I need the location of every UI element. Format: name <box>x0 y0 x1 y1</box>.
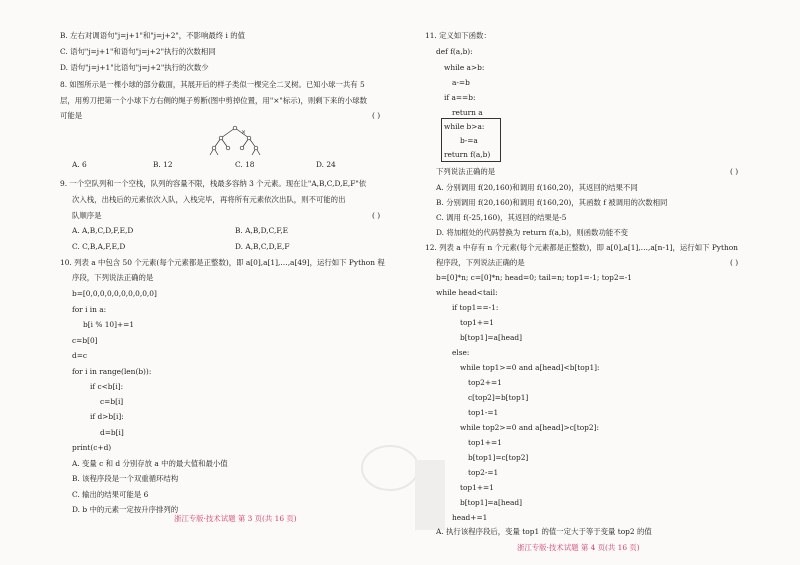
q8-answer-paren: ( ) <box>372 111 381 120</box>
q12-code-line: while head<tail: <box>436 288 498 297</box>
q12-code-line: top2-=1 <box>468 468 499 477</box>
q10-code-line: b=[0,0,0,0,0,0,0,0,0,0] <box>72 289 157 298</box>
q9-option-d: D. A,B,C,D,E,F <box>235 242 290 251</box>
page-footer-left: 浙江专版·技术试题 第 3 页(共 16 页) <box>174 514 297 523</box>
q11-option-c: C. 调用 f(-25,160)，其返回的结果是-5 <box>436 213 567 222</box>
q10-code-line: c=b[0] <box>72 336 98 345</box>
q8-option-c: C. 18 <box>235 160 255 169</box>
q11-stem: 11. 定义如下函数： <box>425 31 491 40</box>
q8-stem-2: 层，用剪刀把第一个小球下方右侧的绳子剪断(图中剪掉位置，用"×"标示)，则剩下来的小球数 <box>60 96 367 105</box>
q12-code-line: top2+=1 <box>468 378 502 387</box>
q7-option-d: D. 语句"j=j+1"比语句"j=j+2"执行的次数少 <box>60 63 209 72</box>
q10-code-line: d=c <box>72 351 88 360</box>
q12-stem-2: 程序段，下列说法正确的是 <box>436 258 525 267</box>
q11-option-d: D. 将加框处的代码替换为 return f(a,b)，则函数功能不变 <box>436 228 629 237</box>
q11-option-a: A. 分别调用 f(20,160)和调用 f(160,20)，其返回的结果不同 <box>436 183 638 192</box>
q10-stem-2: 序段，下列说法正确的是 <box>72 273 154 282</box>
q12-stem-1: 12. 列表 a 中存有 n 个元素(每个元素都是正整数)，即 a[0],a[1],…,a[n-1]，运行如下 Python <box>425 243 738 252</box>
q9-answer-paren: ( ) <box>372 211 381 220</box>
q12-code-line: b[top1]=a[head] <box>460 333 522 342</box>
q10-option-d: D. b 中的元素一定按升序排列的 <box>72 505 179 514</box>
q12-code-line: b[top1]=c[top2] <box>468 453 529 462</box>
q12-code-line: b[top1]=a[head] <box>460 498 522 507</box>
q12-code-line: while top1>=0 and a[head]<b[top1]: <box>460 363 600 372</box>
q11-code-line: while b>a: <box>444 122 485 131</box>
q11-code-line: a-=b <box>452 78 470 87</box>
q10-code-line: print(c+d) <box>72 443 112 452</box>
q11-code-line: b-=a <box>460 136 478 145</box>
q12-code-line: head+=1 <box>452 513 488 522</box>
q12-option-a: A. 执行该程序段后，变量 top1 的值一定大于等于变量 top2 的值 <box>436 527 652 536</box>
q12-code-line: top1-=1 <box>468 408 499 417</box>
q12-code-line: while top2>=0 and a[head]>c[top2]: <box>460 423 599 432</box>
q7-option-c: C. 语句"j=j+1"和语句"j=j+2"执行的次数相同 <box>60 47 216 56</box>
q12-code-line: c[top2]=b[top1] <box>468 393 529 402</box>
q11-option-b: B. 分别调用 f(20,160)和调用 f(160,20)，其函数 f 被调用的次数相同 <box>436 198 668 207</box>
q8-stem-1: 8. 如图所示是一棵小球的部分截面，其展开后的样子类似一棵完全二叉树。已知小球一共有 5 <box>60 80 365 89</box>
q9-stem-3: 队顺序是 <box>72 211 102 220</box>
page-footer-right: 浙江专版·技术试题 第 4 页(共 16 页) <box>517 543 640 552</box>
q10-option-b: B. 该程序段是一个双重循环结构 <box>72 474 179 483</box>
q10-code-line: for i in a: <box>72 305 107 314</box>
q10-option-a: A. 变量 c 和 d 分别存放 a 中的最大值和最小值 <box>72 459 228 468</box>
q9-option-b: B. A,B,D,C,F,E <box>235 226 289 235</box>
q11-question: 下列说法正确的是 <box>436 167 496 176</box>
q10-code-line: if c<b[i]: <box>90 382 124 391</box>
q8-option-b: B. 12 <box>153 160 173 169</box>
q10-code-line: c=b[i] <box>100 397 124 406</box>
q12-code-line: if top1==-1: <box>452 303 499 312</box>
q10-code-line: for i in range(len(b)): <box>72 367 152 376</box>
q11-code-line: if a==b: <box>444 93 476 102</box>
q8-option-d: D. 24 <box>316 160 336 169</box>
binary-tree-figure <box>205 124 265 158</box>
q11-code-line: return f(a,b) <box>444 150 491 159</box>
q11-code-line: return a <box>452 108 483 117</box>
q10-stem-1: 10. 列表 a 中包含 50 个元素(每个元素都是正整数)，即 a[0],a[1],…,a[49]，运行如下 Python 程 <box>60 258 385 267</box>
q12-code-line: top1+=1 <box>460 483 494 492</box>
q8-option-a: A. 6 <box>72 160 87 169</box>
watermark-stamp <box>345 420 455 540</box>
q12-answer-paren: ( ) <box>730 258 739 267</box>
q12-code-line: else: <box>452 348 470 357</box>
q12-code-line: top1+=1 <box>468 438 502 447</box>
q12-code-line: top1+=1 <box>460 318 494 327</box>
q9-option-c: C. C,B,A,F,E,D <box>72 242 126 251</box>
q9-stem-2: 次入栈，出栈后的元素依次入队，入栈完毕，再将所有元素依次出队，则不可能的出 <box>72 195 346 204</box>
q10-code-line: b[i % 10]+=1 <box>83 320 135 329</box>
svg-text:×: × <box>241 129 247 136</box>
q11-answer-paren: ( ) <box>730 167 739 176</box>
q10-option-c: C. 输出的结果可能是 6 <box>72 490 149 499</box>
q9-stem-1: 9. 一个空队列和一个空栈，队列的容量不限，栈最多容纳 3 个元素。现在让"A,B,C,D,E,F"依 <box>60 179 367 188</box>
q11-code-line: while a>b: <box>444 63 485 72</box>
q10-code-line: if d>b[i]: <box>90 412 124 421</box>
q7-option-b: B. 左右对调语句"j=j+1"和"j=j+2"，不影响最终 i 的值 <box>60 31 245 40</box>
q11-code-line: def f(a,b): <box>436 47 473 56</box>
q9-option-a: A. A,B,C,D,F,E,D <box>72 226 134 235</box>
q8-stem-3: 可能是 <box>60 111 83 120</box>
q10-code-line: d=b[i] <box>100 428 124 437</box>
q12-code-line: b=[0]*n; c=[0]*n; head=0; tail=n; top1=-1; top2=-1 <box>436 273 633 282</box>
